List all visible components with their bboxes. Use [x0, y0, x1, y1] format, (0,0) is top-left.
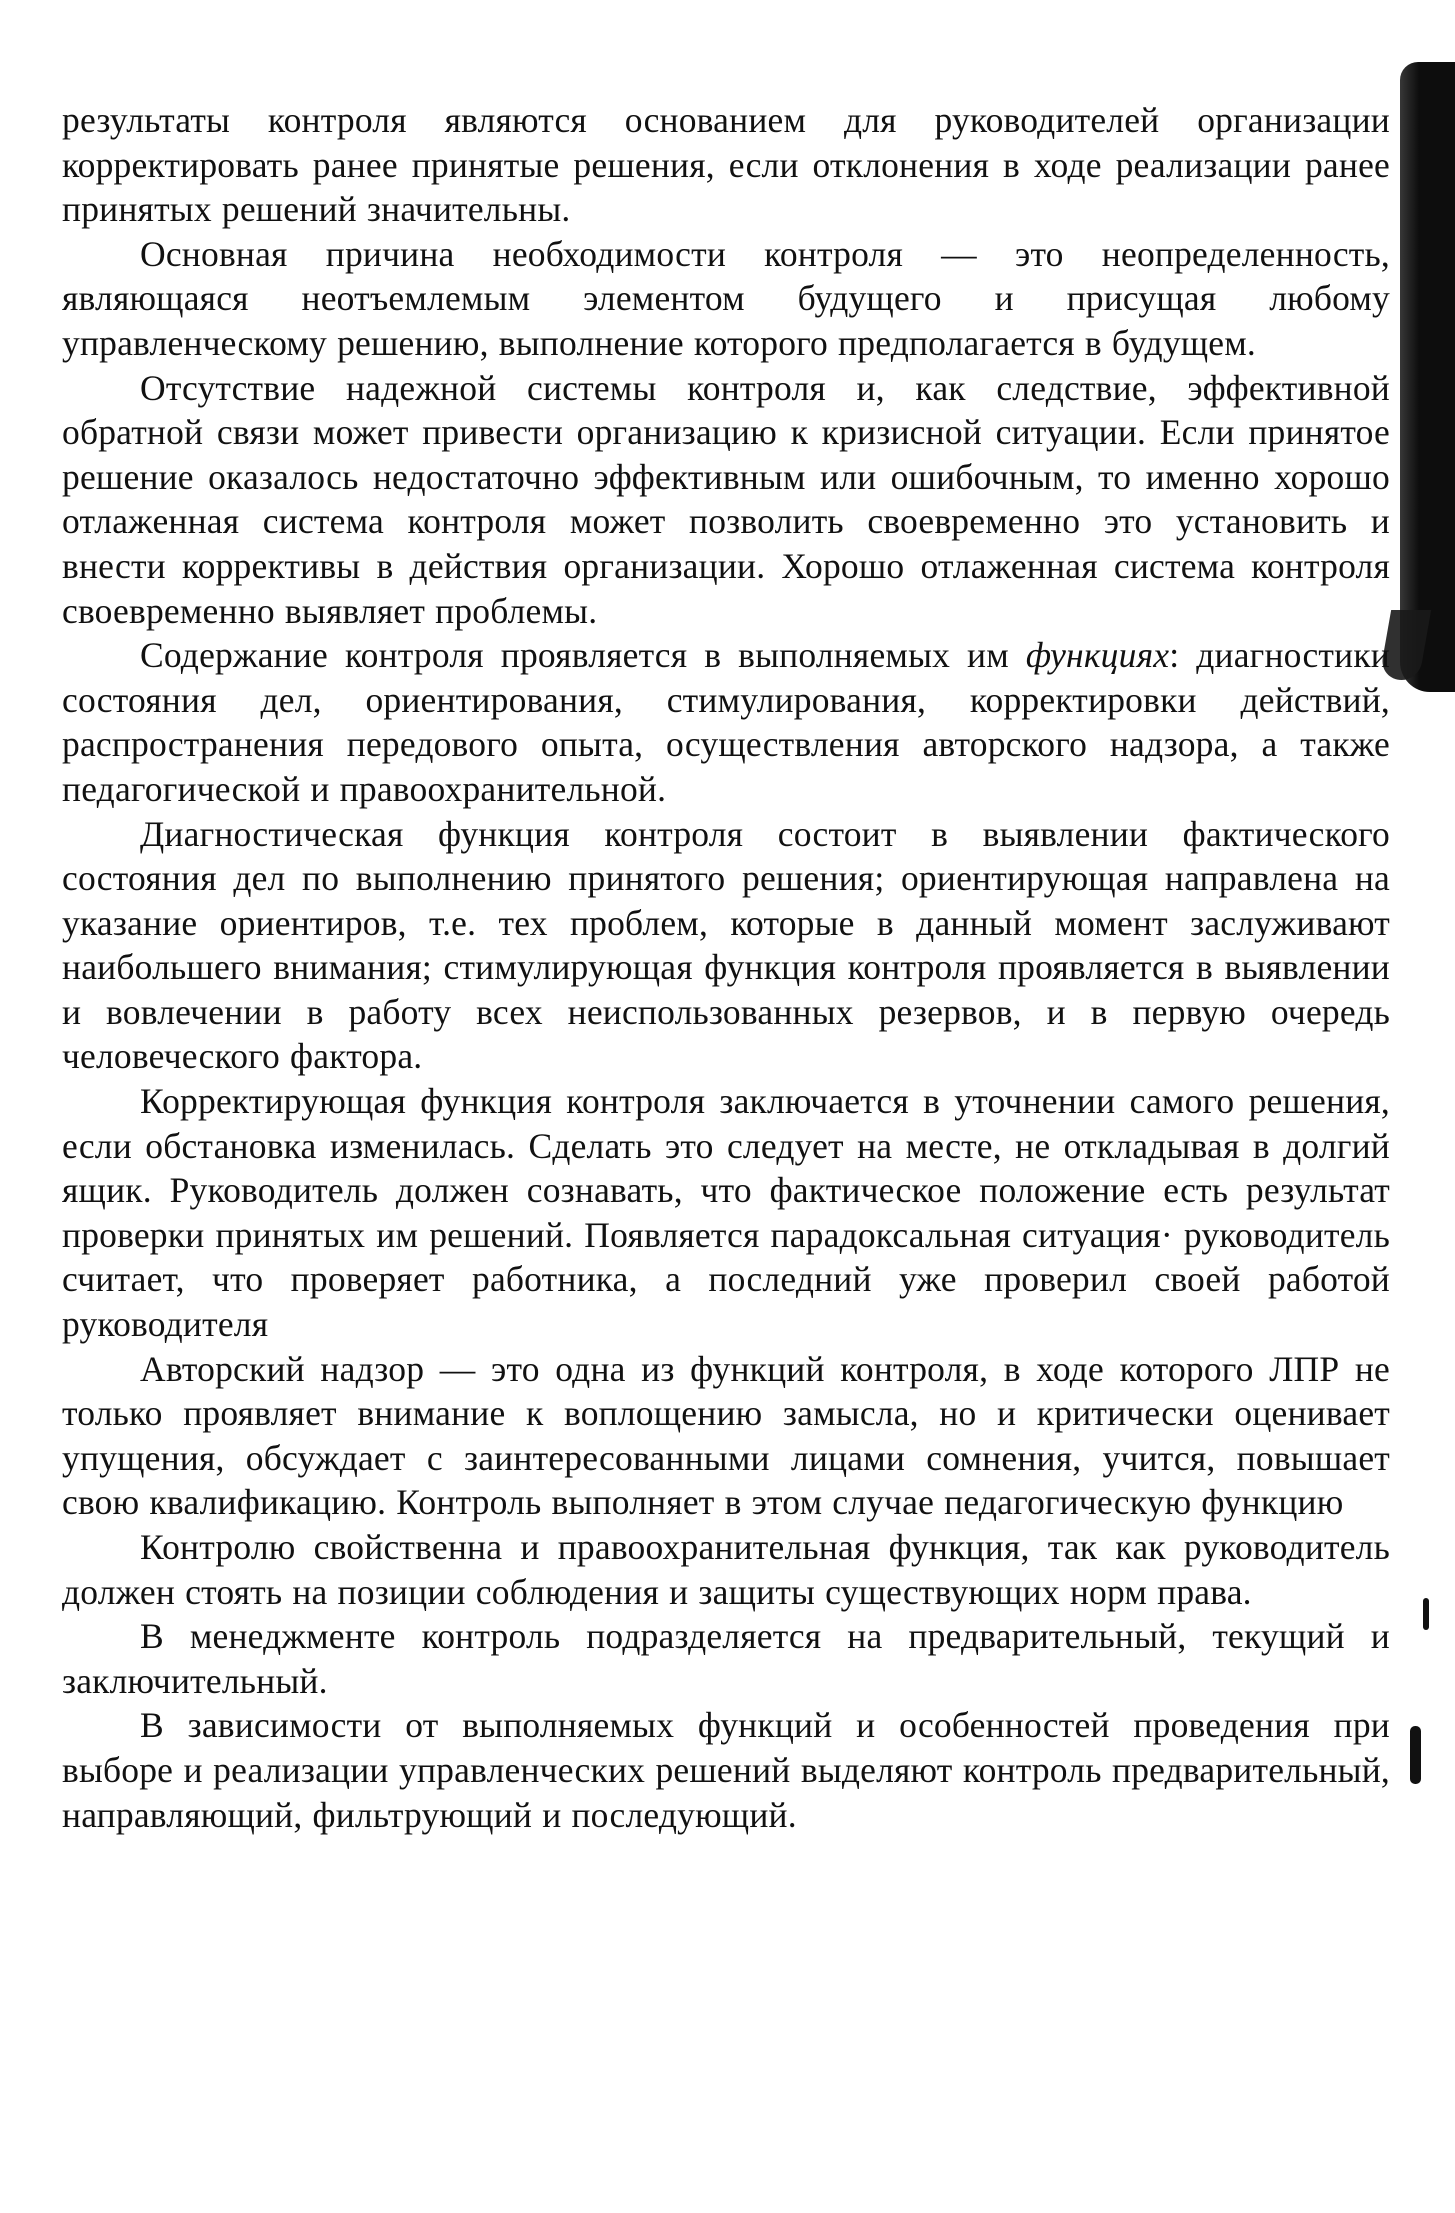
scan-shadow-edge: [1400, 62, 1455, 692]
paragraph-law-enforcement-function: Контролю свойственна и правоохранительная функция, так как руководитель должен стоять на позиции соблюдения и защиты существующих норм права.: [62, 1527, 1390, 1612]
paragraph-diagnostic-function: Диагностическая функция контроля состоит в выявлении фактического состояния дел по выполнению принятого решения; ориентирующая направлена на указание ориентиров, т.е. тех проблем, которые в данный момент заслуживают наибольшего внимания; стимулирующая функция контроля проявляется в выявлении и вовлечении в работу всех неиспользованных резервов, и в первую очередь человеческого фактора.: [62, 813, 1390, 1077]
paragraph-text: Содержание контроля проявляется в выполняемых им: [140, 635, 1026, 676]
paragraph-feedback: Отсутствие надежной системы контроля и, как следствие, эффективной обратной связи может привести организацию к кризисной ситуации. Если принятое решение оказалось недостаточно эффективным или ошибочным, то именно хорошо отлаженная система контроля может позволить своевременно это установить и внести коррективы в действия организации. Хорошо отлаженная система контроля своевременно выявляет проблемы.: [62, 367, 1390, 631]
paragraph-uncertainty: Основная причина необходимости контроля — это неопределенность, являющаяся неотъемлемым элементом будущего и присущая любому управленческому решению, выполнение которого предполагается в будущем.: [62, 233, 1390, 363]
paragraph-control-types: В менеджменте контроль подразделяется на предварительный, текущий и заключительный.: [62, 1616, 1390, 1701]
scan-speck: [1423, 1598, 1429, 1630]
paragraph-control-kinds: В зависимости от выполняемых функций и особенностей проведения при выборе и реализации управленческих решений выделяют контроль предварительный, направляющий, фильтрующий и последующий.: [62, 1705, 1390, 1835]
scan-speck: [1410, 1726, 1421, 1784]
emphasized-term: функциях: [1025, 635, 1170, 676]
paragraph-continuation: результаты контроля являются основанием для руководителей организации корректировать ранее принятые решения, если отклонения в ходе реализации ранее принятых решений значительны.: [62, 100, 1390, 230]
paragraph-author-supervision: Авторский надзор — это одна из функций контроля, в ходе которого ЛПР не только проявляет внимание к воплощению замысла, но и критически оценивает упущения, обсуждает с заинтересованными лицами сомнения, учится, повышает свою квалификацию. Контроль выполняет в этом случае педагогическую функцию: [62, 1348, 1390, 1523]
paragraph-corrective-function: Корректирующая функция контроля заключается в уточнении самого решения, если обстановка изменилась. Сделать это следует на месте, не откладывая в долгий ящик. Руководитель должен сознавать, что фактическое положение есть результат проверки принятых им решений. Появляется парадоксальная ситуация· руководитель считает, что проверяет работника, а последний уже проверил своей работой руководителя: [62, 1081, 1390, 1345]
paragraph-text: : диагностики состояния дел, ориентирования, стимулирования, корректировки действий, распространения передового опыта, осуществления авторского надзора, а также педагогической и правоохранительной.: [62, 635, 1390, 809]
document-page: [62, 98, 1390, 1837]
paragraph-control-functions: [62, 633, 1390, 811]
